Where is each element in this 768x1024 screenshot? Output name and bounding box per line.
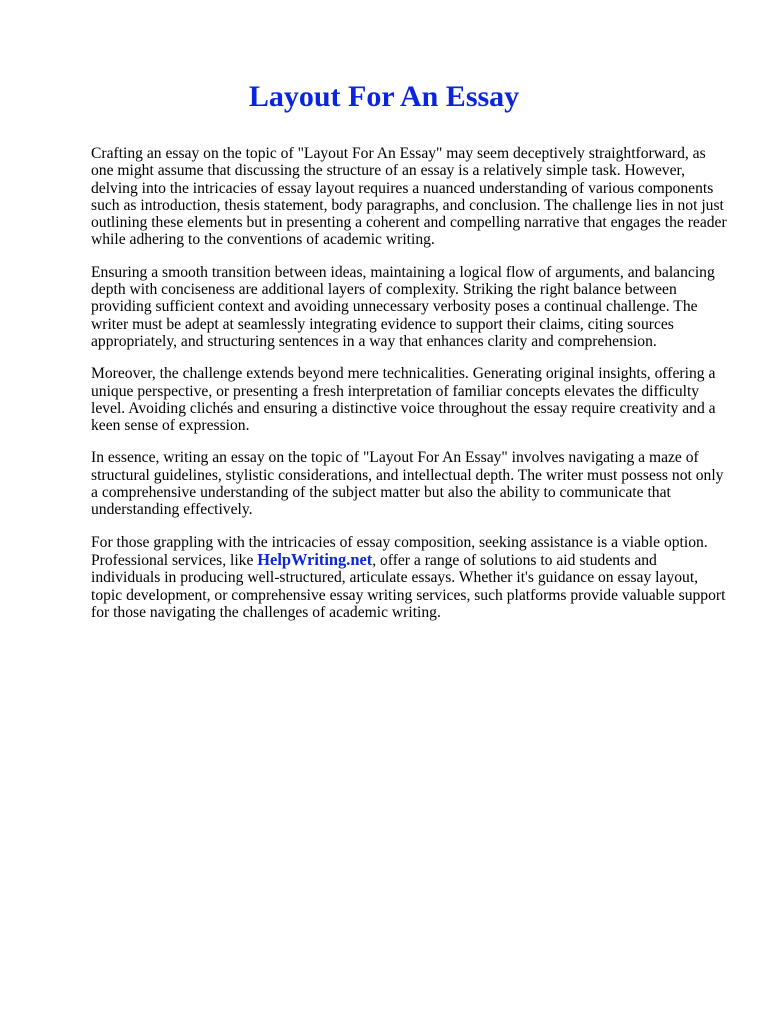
paragraph-5 <box>91 534 727 621</box>
helpwriting-link[interactable]: HelpWriting.net <box>257 549 373 569</box>
paragraph-3: Moreover, the challenge extends beyond mere technicalities. Generating original insights, offering a unique perspective, or presenting a fresh interpretation of familiar concepts elevates the difficulty level. Avoiding clichés and ensuring a distinctive voice throughout the essay require creativity and a keen sense of expression. <box>91 365 716 435</box>
paragraph-5-before-link: For those grappling with the intricacies of essay composition, seeking assistance is a viable option. Professional services, like <box>91 533 708 569</box>
paragraph-4: In essence, writing an essay on the topic of "Layout For An Essay" involves navigating a maze of structural guidelines, stylistic considerations, and intellectual depth. The writer must possess not only a comprehensive understanding of the subject matter but also the ability to communicate that understanding effectively. <box>91 449 724 519</box>
paragraph-5-after-link: , offer a range of solutions to aid students and individuals in producing well-structured, articulate essays. Whether it's guidance on essay layout, topic development, or comprehensive essay writing services, such platforms provide valuable support for those navigating the challenges of academic writing. <box>91 551 726 621</box>
document-body <box>91 145 727 636</box>
paragraph-2: Ensuring a smooth transition between ideas, maintaining a logical flow of arguments, and balancing depth with conciseness are additional layers of complexity. Striking the right balance between providing sufficient context and avoiding unnecessary verbosity poses a continual challenge. The writer must be adept at seamlessly integrating evidence to support their claims, citing sources appropriately, and structuring sentences in a way that enhances clarity and comprehension. <box>91 263 715 350</box>
page-title: Layout For An Essay <box>248 80 520 113</box>
paragraph-1: Crafting an essay on the topic of "Layout For An Essay" may seem deceptively straightforward, as one might assume that discussing the structure of an essay is a relatively simple task. However, delving into the intricacies of essay layout requires a nuanced understanding of various components such as introduction, thesis statement, body paragraphs, and conclusion. The challenge lies in not just outlining these elements but in presenting a coherent and compelling narrative that engages the reader while adhering to the conventions of academic writing. <box>91 145 727 249</box>
